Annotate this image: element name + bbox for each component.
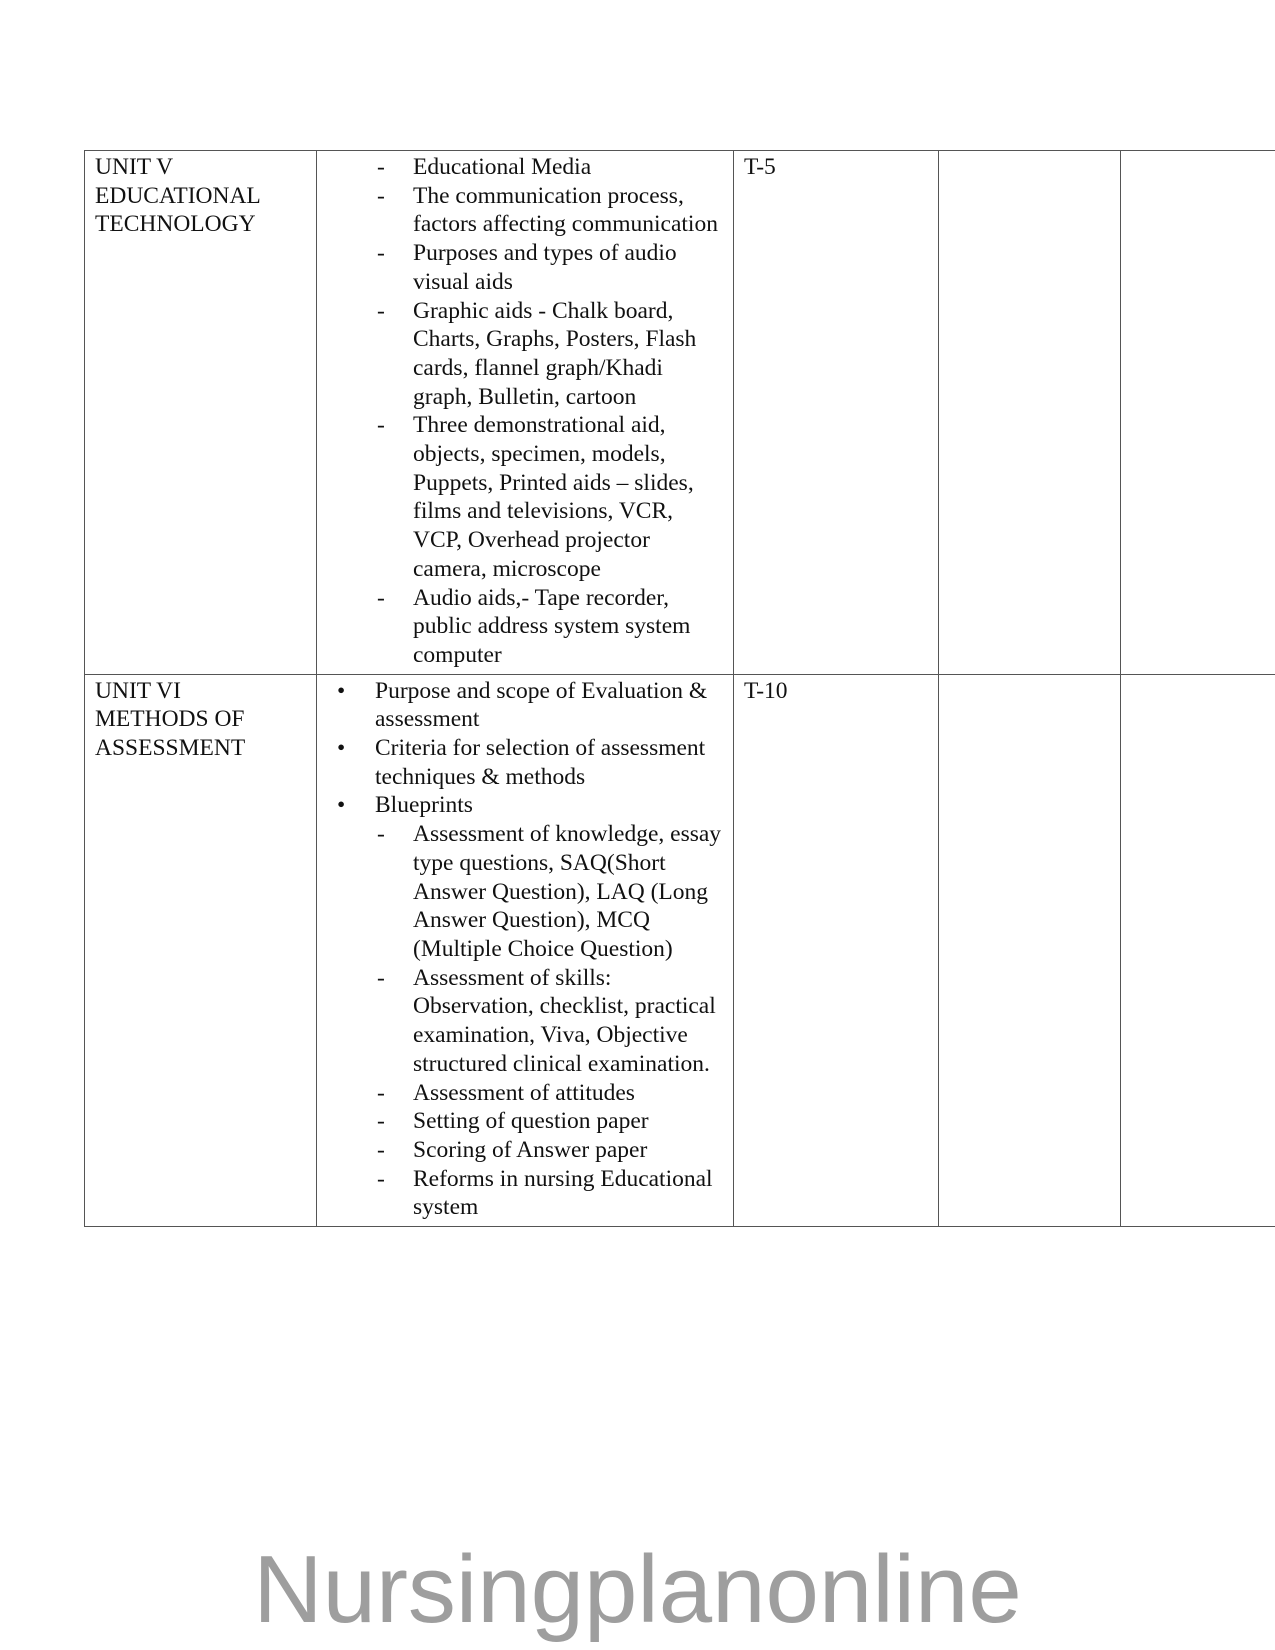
list-item: - Three demonstrational aid, objects, specimen, models, Puppets, Printed aids – slides, films and televisions, VCR, VCP, Overhead projector camera, microscope [413,411,723,583]
content-list [327,677,723,1222]
content-cell [317,674,734,1226]
syllabus-table [84,150,1275,1227]
list-item: - Assessment of skills: Observation, checklist, practical examination, Viva, Objective structured clinical examination. [413,964,723,1079]
unit-title-line: EDUCATIONAL [95,182,261,209]
empty-cell [939,674,1121,1226]
watermark-text: Nursingplanonline [253,1536,1022,1643]
list-item: - Educational Media [413,153,723,182]
list-item: - The communication process, factors affecting communication [413,182,723,239]
bullet-text: • Criteria for selection of assessment techniques & methods [375,735,705,790]
list-item: - Assessment of knowledge, essay type questions, SAQ(Short Answer Question), LAQ (Long Answer Question), MCQ (Multiple Choice Question) [413,820,723,964]
unit-title-line: ASSESSMENT [95,735,246,762]
unit-cell [85,674,317,1226]
hours-cell: T-5 [734,151,939,675]
content-cell [317,151,734,675]
bullet-text: • Blueprints [375,792,473,818]
bullet-text: • Purpose and scope of Evaluation & assessment [375,678,707,733]
empty-cell [1121,674,1275,1226]
table-row [85,151,1275,675]
sub-list [375,820,723,1222]
list-item: - Graphic aids - Chalk board, Charts, Graphs, Posters, Flash cards, flannel graph/Khadi graph, Bulletin, cartoon [413,297,723,412]
hours-cell: T-10 [734,674,939,1226]
list-item: - Audio aids,- Tape recorder, public address system system computer [413,584,723,670]
list-item [375,677,723,734]
table-row [85,674,1275,1226]
unit-cell [85,151,317,675]
empty-cell [939,151,1121,675]
list-item: - Purposes and types of audio visual aids [413,239,723,296]
unit-title-line: TECHNOLOGY [95,211,256,238]
list-item: - Reforms in nursing Educational system [413,1165,723,1222]
unit-title-line: METHODS OF [95,706,245,733]
list-item [375,791,723,1222]
list-item: - Assessment of attitudes [413,1079,723,1108]
content-list [327,153,723,670]
list-item: - Setting of question paper [413,1107,723,1136]
list-item [375,734,723,791]
list-item: - Scoring of Answer paper [413,1136,723,1165]
unit-label: UNIT VI [95,677,181,704]
empty-cell [1121,151,1275,675]
unit-label: UNIT V [95,154,174,180]
